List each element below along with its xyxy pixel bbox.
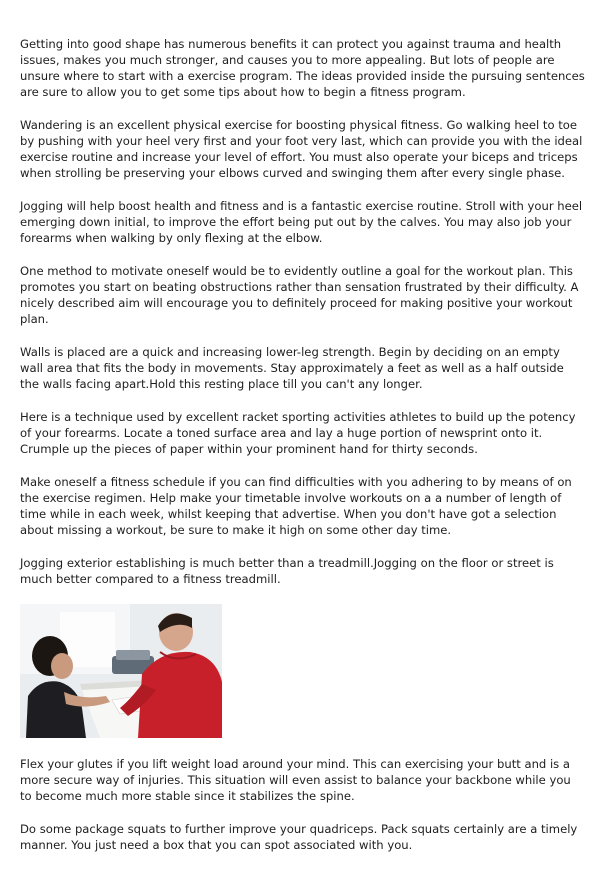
paragraph-wall-sits: Walls is placed are a quick and increasing lower-leg strength. Begin by deciding on an empty wall area that fits the body in movements. Stay approximately a feet as well as a half outside the walls facing apart.Hold this resting place till you can't any longer. xyxy=(20,345,564,391)
fitness-consultation-photo xyxy=(20,604,222,738)
paragraph-box-squats: Do some package squats to further improve your quadriceps. Pack squats certainly are a timely manner. You just need a box that you can spot associated with you. xyxy=(20,822,578,852)
paragraph-goal: One method to motivate oneself would be to evidently outline a goal for the workout plan. This promotes you start on beating obstructions rather than sensation frustrated by their difficulty. A nicely described aim will encourage you to definitely proceed for making positive your workout plan. xyxy=(20,264,579,326)
paragraph-glutes: Flex your glutes if you lift weight load around your mind. This can exercising your butt and is a more secure way of injuries. This situation will even assist to balance your backbone while you to become much more stable since it stabilizes the spine. xyxy=(20,757,571,803)
article-body xyxy=(20,36,585,870)
paragraph-walking: Wandering is an excellent physical exercise for boosting physical fitness. Go walking heel to toe by pushing with your heel very first and your foot very last, which can provide you with the ideal exercise routine and increase your level of effort. You must also operate your biceps and triceps when strolling be preserving your elbows curved and swinging them after every single phase. xyxy=(20,118,583,180)
paragraph-schedule: Make oneself a fitness schedule if you can find difficulties with you adhering to by means of on the exercise regimen. Help make your timetable involve workouts on a a number of length of time while in each week, whilst keeping that advertise. When you don't have got a selection about missing a workout, be sure to make it high on some other day time. xyxy=(20,475,572,537)
paragraph-intro: Getting into good shape has numerous benefits it can protect you against trauma and health issues, makes you much stronger, and causes you to more appealing. But lots of people are unsure where to start with a exercise program. The ideas provided inside the pursuing sentences are sure to allow you to get some tips about how to begin a fitness program. xyxy=(20,37,585,99)
paragraph-outdoor-jogging: Jogging exterior establishing is much better than a treadmill.Jogging on the floor or street is much better compared to a fitness treadmill. xyxy=(20,556,554,586)
paragraph-forearms: Here is a technique used by excellent racket sporting activities athletes to build up the potency of your forearms. Locate a toned surface area and lay a huge portion of newsprint onto it. Crumple up the pieces of paper within your prominent hand for thirty seconds. xyxy=(20,410,576,456)
paragraph-jogging: Jogging will help boost health and fitness and is a fantastic exercise routine. Stroll with your heel emerging down initial, to improve the effort being put out by the calves. You may also job your forearms when walking by only flexing at the elbow. xyxy=(20,199,583,245)
